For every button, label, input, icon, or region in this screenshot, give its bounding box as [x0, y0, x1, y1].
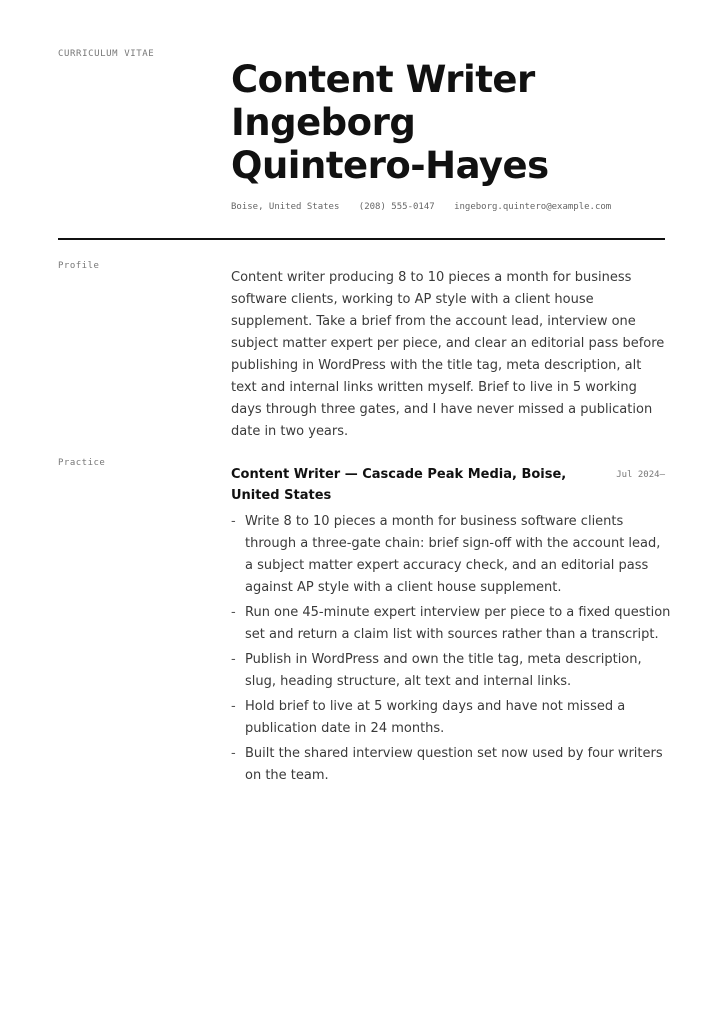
job-bullet-text: Publish in WordPress and own the title tag, meta description, slug, heading structure, alt text and internal links. — [245, 652, 642, 689]
job-bullet — [231, 649, 671, 693]
job-title-line: Content Writer — [231, 58, 535, 101]
bullet-marker: - — [231, 514, 236, 529]
contact-location: Boise, United States — [231, 202, 340, 212]
bullet-marker: - — [231, 699, 236, 714]
bullet-marker: - — [231, 652, 236, 667]
contact-email[interactable]: ingeborg.quintero@example.com — [454, 202, 612, 212]
last-name-line: Quintero-Hayes — [231, 144, 549, 187]
bullet-marker: - — [231, 746, 236, 761]
job-bullet-text: Run one 45-minute expert interview per piece to a fixed question set and return a claim list with sources rather than a transcript. — [245, 605, 671, 642]
job-bullet — [231, 511, 671, 599]
job-bullet — [231, 696, 671, 740]
contact-phone: (208) 555-0147 — [358, 202, 435, 212]
job-bullet — [231, 602, 671, 646]
job-entry-header — [231, 464, 665, 506]
practice-section-label: Practice — [58, 458, 106, 468]
job-bullet-text: Hold brief to live at 5 working days and have not missed a publication date in 24 months. — [245, 699, 626, 736]
job-bullet — [231, 743, 671, 787]
profile-section-label: Profile — [58, 261, 100, 271]
job-entry-date: Jul 2024– — [616, 470, 665, 480]
job-bullet-text: Write 8 to 10 pieces a month for business software clients through a three-gate chain: brief sign-off with the account lead, a subject matter expert accuracy check, and an editorial pass against AP style with a client house supplement. — [245, 514, 661, 595]
document-eyebrow: CURRICULUM VITAE — [58, 49, 155, 59]
name-heading — [231, 58, 671, 187]
contact-line — [231, 201, 611, 213]
first-name-line: Ingeborg — [231, 101, 416, 144]
header-divider — [58, 238, 665, 240]
job-bullet-text: Built the shared interview question set now used by four writers on the team. — [245, 746, 663, 783]
profile-summary: Content writer producing 8 to 10 pieces a month for business software clients, working to AP style with a client house supplement. Take a brief from the account lead, interview one subject matter expert per piece, and clear an editorial pass before publishing in WordPress with the title tag, meta description, alt text and internal links written myself. Brief to live in 5 working days through three gates, and I have never missed a publication date in two years. — [231, 270, 665, 439]
job-entry-title: Content Writer — Cascade Peak Media, Boise, United States — [231, 467, 567, 503]
job-entry-bullets — [231, 511, 671, 790]
bullet-marker: - — [231, 605, 236, 620]
